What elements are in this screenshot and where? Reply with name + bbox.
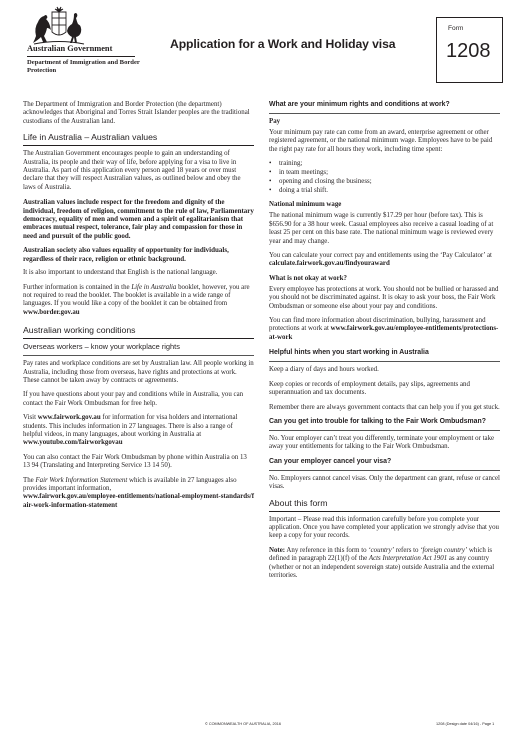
note-text-1: Any reference in this form to — [285, 546, 369, 554]
about-form-heading: About this form — [269, 497, 328, 508]
note-foreign-country: ‘foreign country’ — [420, 546, 468, 554]
list-item: • in team meetings; — [279, 169, 500, 178]
form-label: Form — [448, 25, 464, 32]
hints-paragraph-1: Keep a diary of days and hours worked. — [269, 366, 379, 374]
booklet-text-2: booklet, however, you are not required to read the booklet. The booklet is available in a wide range of languages. If you would like a copy of the booklet it can be obtained from — [23, 283, 250, 308]
department-name: Department of Immigration and Border Protection — [27, 59, 140, 74]
pay-bullet-list — [269, 160, 500, 195]
statement-title: Fair Work Information Statement — [35, 476, 128, 484]
visit-paragraph — [23, 414, 254, 448]
subsection-divider — [269, 470, 500, 471]
statement-link[interactable]: www.fairwork.gov.au/employee-entitlements/national-employment-standards/fair-work-information-statement — [23, 493, 255, 509]
header-divider — [27, 56, 135, 57]
visit-text-2: for information for visa holders and international students. This includes information in 27 languages. There is also a range of helpful videos, in many languages, about working in Australia at — [23, 414, 238, 438]
cancel-visa-paragraph: No. Employers cannot cancel visas. Only the department can grant, refuse or cancel visas. — [269, 474, 500, 491]
cancel-visa-heading: Can your employer cancel your visa? — [269, 457, 392, 465]
statement-paragraph — [23, 477, 254, 511]
subsection-divider — [269, 113, 500, 114]
section-divider — [269, 511, 500, 512]
form-title: Application for a Work and Holiday visa — [170, 37, 396, 51]
copyright-footer: © COMMONWEALTH OF AUSTRALIA, 2016 — [205, 722, 281, 726]
life-in-australia-heading: Life in Australia – Australian values — [23, 132, 158, 143]
government-name: Australian Government — [27, 44, 113, 53]
overseas-paragraph-1: Pay rates and workplace conditions are set by Australian law. All people working in Australia, including those from overseas, have rights and protections at work. These cannot be taken away by contracts or agreements. — [23, 360, 254, 384]
values-paragraph-2: Australian society also values equality of opportunity for individuals, regardless of their race, religion or ethnic background. — [23, 246, 229, 263]
minimum-wage-paragraph: The national minimum wage is currently $17.29 per hour (before tax). This is $656.90 for a 38 hour week. Casual employees also receive a casual loading of at least 25 per cent on this base rate. The national minimum wage is reviewed every year and may change. — [269, 212, 494, 245]
note-text-2: refers to — [393, 546, 421, 554]
phone-paragraph: You can also contact the Fair Work Ombudsman by phone within Australia on 13 13 94 (Translating and Interpreting Service 13 14 50). — [23, 453, 247, 470]
booklet-paragraph — [23, 284, 254, 318]
section-divider — [23, 338, 254, 339]
working-conditions-heading: Australian working conditions — [23, 325, 136, 336]
values-paragraph-1: Australian values include respect for the freedom and dignity of the individual, freedom of religion, commitment to the rule of law, Parliamentary democracy, equality of men and women and a spirit of egalitarianism that embraces mutual respect, tolerance, fair play and compassion for those in need and pursuit of the public good. — [23, 198, 254, 240]
pay-calculator-paragraph — [269, 252, 500, 269]
form-header — [0, 0, 516, 96]
right-column — [269, 101, 500, 586]
statement-text-1: The — [23, 476, 36, 484]
trouble-heading: Can you get into trouble for talking to the Fair Work Ombudsman? — [269, 417, 486, 425]
subsection-divider — [269, 430, 500, 431]
note-text-4: as any country (whether or not an independent sovereign state) outside Australia and the external territories. — [269, 555, 495, 579]
visit-text-1: Visit — [23, 414, 38, 422]
list-item: • training; — [279, 160, 500, 169]
pay-paragraph: Your minimum pay rate can come from an award, enterprise agreement or other registered agreement, or the national minimum wage. Employees have to be paid the right pay rate for all hours they work, including time spent: — [269, 129, 493, 153]
protections-text: You can find more information about discrimination, bullying, harassment and protections at work at — [269, 317, 486, 333]
overseas-paragraph-2: If you have questions about your pay and conditions while in Australia, you can contact the Fair Work Ombudsman for free help. — [23, 391, 244, 407]
booklet-text-1: Further information is contained in the — [23, 283, 132, 291]
page-footer: 1208 (Design date 04/16) - Page 1 — [436, 722, 495, 726]
form-number-box — [436, 17, 503, 83]
not-okay-heading: What is not okay at work? — [269, 274, 347, 282]
note-act: Acts Interpretation Act 1901 — [368, 555, 448, 563]
note-label: Note: — [269, 546, 286, 554]
note-country: ‘country’ — [368, 546, 394, 554]
list-item: • doing a trial shift. — [279, 187, 500, 196]
acknowledgement-paragraph: The Department of Immigration and Border Protection (the department) acknowledges that Aboriginal and Torres Strait Islander peoples are the traditional custodians of the Australian land. — [23, 101, 250, 125]
calc-text: You can calculate your correct pay and entitlements using the ‘Pay Calculator’ at — [269, 252, 492, 260]
border-link[interactable]: www.border.gov.au — [23, 308, 80, 316]
booklet-title: Life in Australia — [131, 283, 177, 291]
pay-calculator-link[interactable]: calculate.fairwork.gov.au/findyouraward — [269, 260, 390, 268]
important-paragraph: Important – Please read this information carefully before you complete your application. Once you have completed your application we strongly advise that you keep a copy for your records. — [269, 515, 500, 540]
pay-heading: Pay — [269, 118, 281, 125]
hints-paragraph-2: Keep copies or records of employment details, pay slips, agreements and superannuation and tax documents. — [269, 380, 470, 397]
statement-text-2: which is available in 27 languages also provides important information, — [23, 476, 237, 492]
coat-of-arms-icon — [30, 6, 88, 46]
life-paragraph: The Australian Government encourages people to gain an understanding of Australia, its people and their way of life, before applying for a visa to live in Australia. As part of this application every person aged 18 years or over must declare that they will respect Australian values, as outlined below and obey the laws of Australia. — [23, 150, 241, 191]
trouble-paragraph: No. Your employer can’t treat you differently, terminate your employment or take away your entitlements for talking to the Fair Work Ombudsman. — [269, 434, 495, 451]
hints-paragraph-3: Remember there are always government contacts that can help you if you get stuck. — [269, 403, 500, 411]
helpful-hints-heading: Helpful hints when you start working in Australia — [269, 349, 429, 357]
minimum-wage-heading: National minimum wage — [269, 201, 342, 209]
subsection-divider — [269, 361, 500, 362]
not-okay-paragraph: Every employee has protections at work. You should not be bullied or harassed and you should not be discriminated against. It is okay to ask your boss, the Fair Work Ombudsman or someone else about your pay and conditions. — [269, 285, 499, 310]
fairwork-link[interactable]: www.fairwork.gov.au — [37, 414, 101, 422]
subsection-divider — [23, 355, 254, 356]
protections-paragraph — [269, 317, 500, 342]
note-text-3: which is defined in paragraph 22(1)(f) of the — [269, 546, 493, 563]
section-divider — [23, 145, 254, 146]
list-item: • opening and closing the business; — [279, 178, 500, 187]
overseas-workers-heading: Overseas workers – know your workplace rights — [23, 342, 180, 352]
note-paragraph — [269, 547, 500, 581]
protections-link[interactable]: www.fairwork.gov.au/employee-entitlements/protections-at-work — [269, 325, 499, 341]
left-column — [23, 101, 254, 516]
youtube-link[interactable]: www.youtube.com/fairworkgovau — [23, 439, 123, 447]
english-paragraph: It is also important to understand that English is the national language. — [23, 269, 218, 277]
form-number: 1208 — [446, 40, 491, 62]
minimum-rights-heading: What are your minimum rights and conditions at work? — [269, 101, 450, 108]
